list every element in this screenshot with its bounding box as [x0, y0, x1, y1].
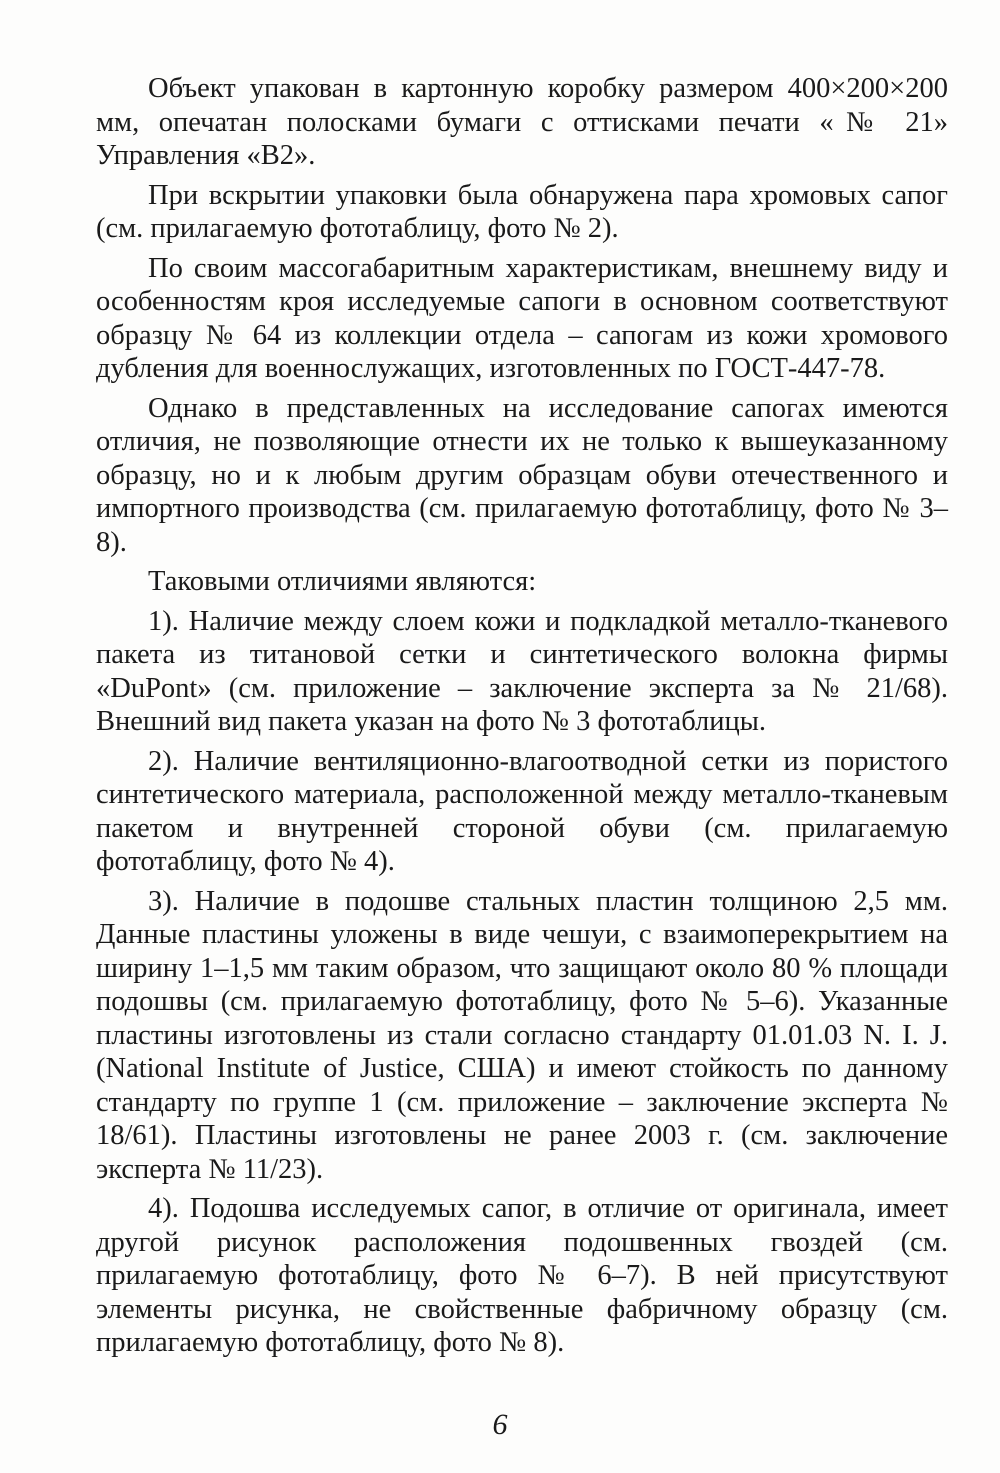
paragraph-characteristics: По своим массогабаритным характеристикам, внешнему виду и особенностям кроя исследуемые сапоги в основном соответствуют образцу № 64 из коллекции отдела – сапогам из кожи хромового дубления для военнослужащих, изготовленных по ГОСТ-447-78. — [96, 252, 948, 384]
paragraph-differences-heading: Таковыми отличиями являются: — [148, 566, 537, 597]
paragraph-packaging: Объект упакован в картонную коробку размером 400×200×200 мм, опечатан полосками бумаги с оттисками печати «№ 21» Управления «В2». — [96, 73, 948, 171]
body-text — [96, 72, 948, 1366]
page-number: 6 — [492, 1408, 508, 1441]
paragraph-differences-intro: Однако в представленных на исследование сапогах имеются отличия, не позволяющие отнести их не только к вышеуказанному образцу, но и к любым другим образцам обуви отечественного и импортного производства (см. прилагаемую фототаблицу, фото № 3–8). — [96, 392, 948, 558]
list-item-3: 3). Наличие в подошве стальных пластин толщиною 2,5 мм. Данные пластины уложены в виде чешуи, с взаимоперекрытием на ширину 1–1,5 мм таким образом, что защищают около 80 % площади подошвы (см. прилагаемую фототаблицу, фото № 5–6). Указанные пластины изготовлены из стали согласно стандарту 01.01.03 N. I. J. (National Institute of Justice, США) и имеют стойкость по данному стандарту по группе 1 (см. приложение – заключение эксперта № 18/61). Пластины изготовлены не ранее 2003 г. (см. заключение эксперта № 11/23). — [96, 885, 948, 1185]
list-item-1: 1). Наличие между слоем кожи и подкладкой металло-тканевого пакета из титановой сетки и синтетического волокна фирмы «DuPont» (см. приложение – заключение эксперта за № 21/68). Внешний вид пакета указан на фото № 3 фототаблицы. — [96, 605, 948, 737]
paragraph-opening: При вскрытии упаковки была обнаружена пара хромовых сапог (см. прилагаемую фототаблицу, фото № 2). — [96, 179, 948, 244]
list-item-4: 4). Подошва исследуемых сапог, в отличие от оригинала, имеет другой рисунок расположения подошвенных гвоздей (см. прилагаемую фототаблицу, фото № 6–7). В ней присутствуют элементы рисунка, не свойственные фабричному образцу (см. прилагаемую фототаблицу, фото № 8). — [96, 1193, 948, 1358]
list-item-2: 2). Наличие вентиляционно-влагоотводной сетки из пористого синтетического материала, расположенной между металло-тканевым пакетом и внутренней стороной обуви (см. прилагаемую фототаблицу, фото № 4). — [96, 745, 948, 877]
